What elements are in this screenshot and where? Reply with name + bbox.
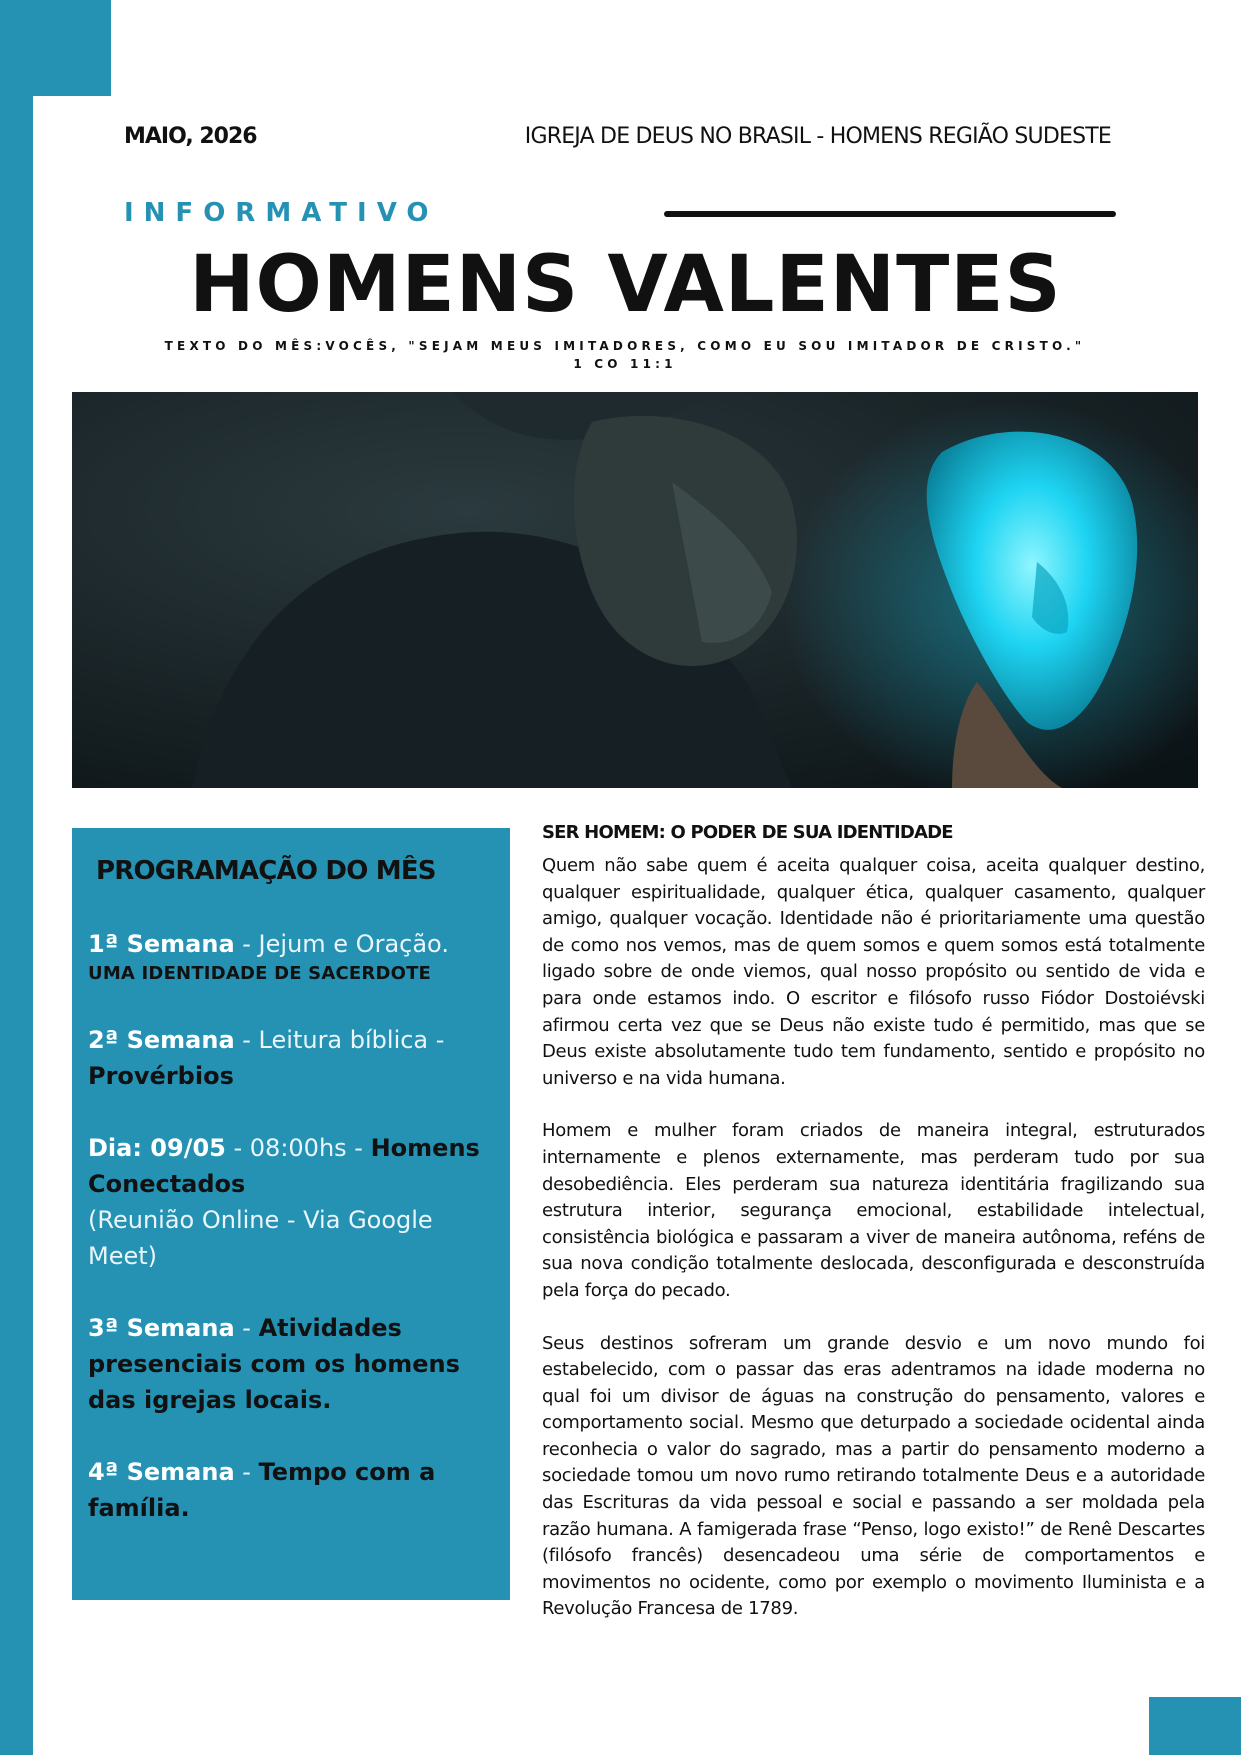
schedule-week-3 <box>88 1310 492 1418</box>
schedule-heading: PROGRAMAÇÃO DO MÊS <box>96 856 436 886</box>
week-2-book: Provérbios <box>88 1062 234 1090</box>
week-1-theme: UMA IDENTIDADE DE SACERDOTE <box>88 963 432 984</box>
hero-image <box>72 392 1198 788</box>
schedule-week-4 <box>88 1454 492 1526</box>
issue-date: MAIO, 2026 <box>124 124 257 149</box>
week-3-activity: Atividades presenciais com os homens das igrejas locais. <box>88 1314 460 1414</box>
organization-name: IGREJA DE DEUS NO BRASIL - HOMENS REGIÃO SUDESTE <box>524 124 1111 149</box>
week-1-text: - Jejum e Oração. <box>234 930 449 958</box>
week-3-separator: - <box>234 1314 259 1342</box>
verse-reference: 1 CO 11:1 <box>573 357 677 371</box>
newsletter-title: HOMENS VALENTES <box>189 240 1062 330</box>
week-4-separator: - <box>234 1458 259 1486</box>
article-title: SER HOMEM: O PODER DE SUA IDENTIDADE <box>542 822 953 843</box>
monthly-schedule-panel <box>72 828 510 1600</box>
hero-photo-man-with-mask <box>72 392 1198 788</box>
article-paragraph: Quem não sabe quem é aceita qualquer coisa, aceita qualquer destino, qualquer espiritualidade, qualquer ética, qualquer casamento, qualquer amigo, qualquer vocação. Identidade não é prioritariamente uma questão de como nos vemos, mas de quem somos e quem somos está totalmente ligado sobre de onde viemos, qual nosso propósito ou sentido de vida e para onde estamos indo. O escritor e filósofo russo Fiódor Dostoiévski afirmou certa vez que se Deus não existe tudo é permitido, mas que se Deus existe absolutamente tudo tem fundamento, sentido e propósito no universo e na vida humana. <box>542 855 1205 1089</box>
meeting-date: Dia: 09/05 <box>88 1134 226 1162</box>
schedule-week-2 <box>88 1022 492 1094</box>
meeting-time: - 08:00hs - <box>225 1134 371 1162</box>
verse-text: TEXTO DO MÊS:VOCÊS, "SEJAM MEUS IMITADORES, COMO EU SOU IMITADOR DE CRISTO." <box>164 339 1086 353</box>
week-3-label: 3ª Semana <box>88 1314 235 1342</box>
meeting-note: (Reunião Online - Via Google Meet) <box>88 1206 433 1270</box>
verse-of-month <box>130 337 1120 373</box>
week-4-label: 4ª Semana <box>88 1458 235 1486</box>
meeting-name: Homens Conectados <box>88 1134 480 1198</box>
week-1-label: 1ª Semana <box>88 930 235 958</box>
corner-accent-bottom <box>1149 1697 1241 1755</box>
article-paragraph: Homem e mulher foram criados de maneira integral, estruturados internamente e plenos externamente, mas perderam tudo por sua desobediência. Eles perderam sua natureza identitária fragilizando sua estrutura interior, segurança emocional, estabilidade intelectual, consistência biológica e passaram a viver de maneira autônoma, reféns de sua nova condição totalmente deslocada, desconfigurada e desconstruída pela força do pecado. <box>542 1120 1205 1301</box>
week-2-text: - Leitura bíblica - <box>234 1026 445 1054</box>
kicker-label: INFORMATIVO <box>124 198 439 228</box>
schedule-online-meeting <box>88 1130 492 1274</box>
article-paragraph: Seus destinos sofreram um grande desvio e um novo mundo foi estabelecido, com o passar das eras adentramos na idade moderna no qual foi um divisor de águas na construção do pensamento, valores e comportamento social. Mesmo que deturpado a sociedade ocidental ainda reconhecia o valor do sagrado, mas a partir do pensamento moderno a sociedade tomou um novo rumo retirando totalmente Deus e a autoridade das Escrituras da vida pessoal e social e passando a ser moldada pela razão humana. A famigerada frase “Penso, logo existo!” de Renê Descartes (filósofo francês) desencadeou uma série de comportamentos e movimentos no ocidente, como por exemplo o movimento Iluminista e a Revolução Francesa de 1789. <box>542 1332 1205 1620</box>
schedule-week-1 <box>88 926 492 986</box>
header-divider <box>664 211 1116 217</box>
week-2-label: 2ª Semana <box>88 1026 235 1054</box>
main-article <box>542 822 1205 1649</box>
week-4-activity: Tempo com a família. <box>88 1458 436 1522</box>
